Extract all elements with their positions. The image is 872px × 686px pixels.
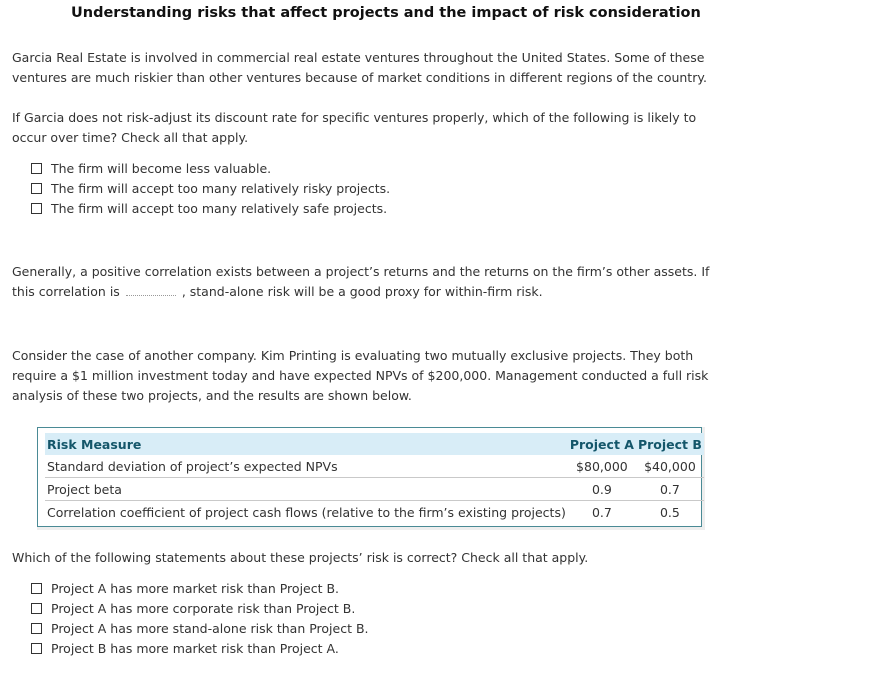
risk-table-container [37,427,702,527]
q3-option-2[interactable] [31,598,355,618]
cell-project-a: 0.7 [591,504,612,520]
checkbox[interactable] [31,163,42,174]
option-label: The firm will accept too many relatively safe projects. [51,200,388,216]
q1-option-3[interactable] [31,198,387,218]
case-paragraph: Consider the case of another company. Kim Printing is evaluating two mutually exclusive projects. They both require a $1 million investment today and have expected NPVs of $200,000. Management conducted a full risk analysis of these two projects, and the results are shown below. [12,348,709,403]
q1-option-1[interactable] [31,158,271,178]
table-shadow [37,527,705,530]
cell-project-b: 0.7 [636,478,704,501]
page-title: Understanding risks that affect projects and the impact of risk consideration [71,5,701,21]
question-3-text: Which of the following statements about these projects’ risk is correct? Check all that apply. [12,550,589,565]
option-label: The firm will accept too many relatively risky projects. [51,180,391,196]
cell-measure: Project beta [45,478,568,501]
header-project-a: Project A [568,433,636,455]
question-1-text: If Garcia does not risk-adjust its discount rate for specific ventures properly, which of the following is likely to occur over time? Check all that apply. [12,110,697,145]
cell-project-a: $80,000 [568,455,636,478]
question-2-text [12,262,732,302]
table-row [45,455,704,478]
correlation-dropdown[interactable] [126,282,176,296]
risk-table [45,433,704,523]
cell-measure: Standard deviation of project’s expected NPVs [45,455,568,478]
checkbox[interactable] [31,623,42,634]
q3-option-1[interactable] [31,578,339,598]
q3-option-4[interactable] [31,638,339,658]
cell-project-b: 0.5 [659,504,680,520]
option-label: Project B has more market risk than Project A. [51,640,339,656]
question-2-part2: , stand-alone risk will be a good proxy for within-firm risk. [181,284,543,299]
checkbox[interactable] [31,603,42,614]
checkbox[interactable] [31,583,42,594]
table-row [45,501,704,524]
header-project-b: Project B [636,433,704,455]
option-label: The firm will become less valuable. [51,160,272,176]
table-row [45,478,704,501]
option-label: Project A has more market risk than Project B. [51,580,340,596]
checkbox[interactable] [31,203,42,214]
cell-measure: Correlation coefficient of project cash flows (relative to the firm’s existing projects) [47,504,566,520]
option-label: Project A has more corporate risk than Project B. [51,600,356,616]
cell-project-b: $40,000 [636,455,704,478]
q3-option-3[interactable] [31,618,369,638]
table-header-row [45,433,704,455]
intro-paragraph: Garcia Real Estate is involved in commercial real estate ventures throughout the United States. Some of these ventures are much riskier than other ventures because of market conditions in different regions of the country. [12,50,707,85]
cell-project-a: 0.9 [568,478,636,501]
checkbox[interactable] [31,183,42,194]
checkbox[interactable] [31,643,42,654]
question-2-part1: Generally, a positive correlation exists between a project’s returns and the returns on the firm’s other assets. If this correlation is [12,264,710,299]
q1-option-2[interactable] [31,178,390,198]
option-label: Project A has more stand-alone risk than Project B. [51,620,369,636]
header-risk-measure: Risk Measure [45,433,568,455]
